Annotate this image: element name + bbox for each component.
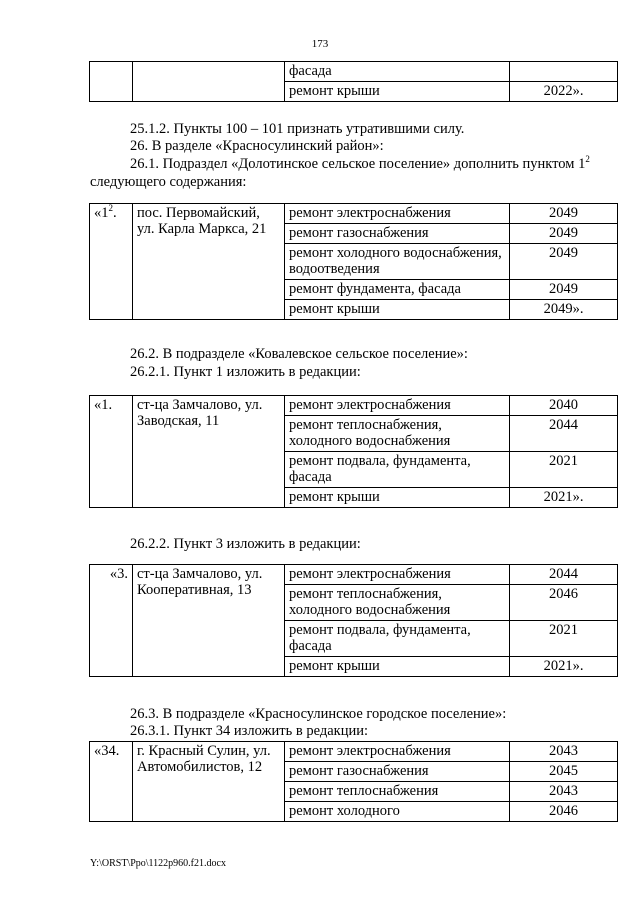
cell-work: ремонт крыши — [285, 300, 510, 320]
page-number: 173 — [311, 38, 329, 50]
paragraph: следующего содержания: — [90, 174, 247, 190]
cell-work: ремонт газоснабжения — [285, 224, 510, 244]
cell-year: 2045 — [510, 762, 618, 782]
cell-year: 2021 — [510, 621, 618, 657]
cell-address: пос. Первомайский, ул. Карла Маркса, 21 — [133, 204, 285, 320]
cell-address: ст-ца Замчалово, ул. Заводская, 11 — [133, 396, 285, 508]
paragraph: 25.1.2. Пункты 100 – 101 признать утратившими силу. — [130, 121, 465, 137]
cell-year: 2021 — [510, 452, 618, 488]
cell-work: ремонт электроснабжения — [285, 742, 510, 762]
table-continuation — [89, 61, 618, 102]
table-item-34 — [89, 741, 618, 822]
cell-work: ремонт газоснабжения — [285, 762, 510, 782]
cell-work: ремонт крыши — [285, 488, 510, 508]
cell-work: ремонт теплоснабжения — [285, 782, 510, 802]
cell-year — [510, 62, 618, 82]
cell-year: 2049 — [510, 224, 618, 244]
cell-work: ремонт крыши — [285, 657, 510, 677]
cell-work: ремонт подвала, фундамента, фасада — [285, 452, 510, 488]
cell-year: 2044 — [510, 416, 618, 452]
cell-year: 2046 — [510, 802, 618, 822]
cell-year: 2043 — [510, 742, 618, 762]
cell-num: «$1^2$. — [90, 204, 133, 320]
paragraph: 26.2.1. Пункт 1 изложить в редакции: — [130, 364, 361, 380]
cell-year: 2049 — [510, 204, 618, 224]
cell-work: ремонт холодного — [285, 802, 510, 822]
table-item-1 — [89, 395, 618, 508]
cell-work: ремонт электроснабжения — [285, 396, 510, 416]
cell-num: «34. — [90, 742, 133, 822]
table-row — [90, 204, 618, 224]
cell-work: ремонт теплоснабжения, холодного водоснабжения — [285, 416, 510, 452]
cell-year: 2043 — [510, 782, 618, 802]
cell-year: 2049 — [510, 244, 618, 280]
cell-year: 2040 — [510, 396, 618, 416]
table-row — [90, 396, 618, 416]
table-row — [90, 62, 618, 82]
footer-file-path: Y:\ORST\Ppo\1122p960.f21.docx — [90, 858, 226, 869]
cell-work: ремонт крыши — [285, 82, 510, 102]
paragraph: 26.3. В подразделе «Красносулинское городское поселение»: — [130, 706, 507, 722]
cell-work: ремонт фундамента, фасада — [285, 280, 510, 300]
cell-num: «3. — [90, 565, 133, 677]
cell-num — [90, 62, 133, 102]
table-row — [90, 742, 618, 762]
cell-work: ремонт электроснабжения — [285, 565, 510, 585]
paragraph-text: 26.1. Подраздел «Долотинское сельское поселение» дополнить пунктом 1 — [130, 156, 586, 172]
cell-address: г. Красный Сулин, ул. Автомобилистов, 12 — [133, 742, 285, 822]
table-row — [90, 565, 618, 585]
cell-work: фасада — [285, 62, 510, 82]
superscript: 2 — [585, 154, 590, 165]
cell-work: ремонт подвала, фундамента, фасада — [285, 621, 510, 657]
cell-work: ремонт теплоснабжения, холодного водоснабжения — [285, 585, 510, 621]
paragraph: 26.2. В подразделе «Ковалевское сельское поселение»: — [130, 346, 468, 362]
paragraph: 26.2.2. Пункт 3 изложить в редакции: — [130, 536, 361, 552]
cell-year: 2044 — [510, 565, 618, 585]
cell-year: 2049 — [510, 280, 618, 300]
cell-num: «1. — [90, 396, 133, 508]
cell-year: 2046 — [510, 585, 618, 621]
cell-address — [133, 62, 285, 102]
cell-year: 2049». — [510, 300, 618, 320]
cell-year: 2021». — [510, 488, 618, 508]
cell-work: ремонт электроснабжения — [285, 204, 510, 224]
cell-work: ремонт холодного водоснабжения, водоотведения — [285, 244, 510, 280]
cell-year: 2022». — [510, 82, 618, 102]
table-item-3 — [89, 564, 618, 677]
paragraph: 26. В разделе «Красносулинский район»: — [130, 138, 384, 154]
paragraph — [130, 156, 640, 172]
cell-year: 2021». — [510, 657, 618, 677]
cell-address: ст-ца Замчалово, ул. Кооперативная, 13 — [133, 565, 285, 677]
table-item-1-2 — [89, 203, 618, 320]
paragraph: 26.3.1. Пункт 34 изложить в редакции: — [130, 723, 369, 739]
